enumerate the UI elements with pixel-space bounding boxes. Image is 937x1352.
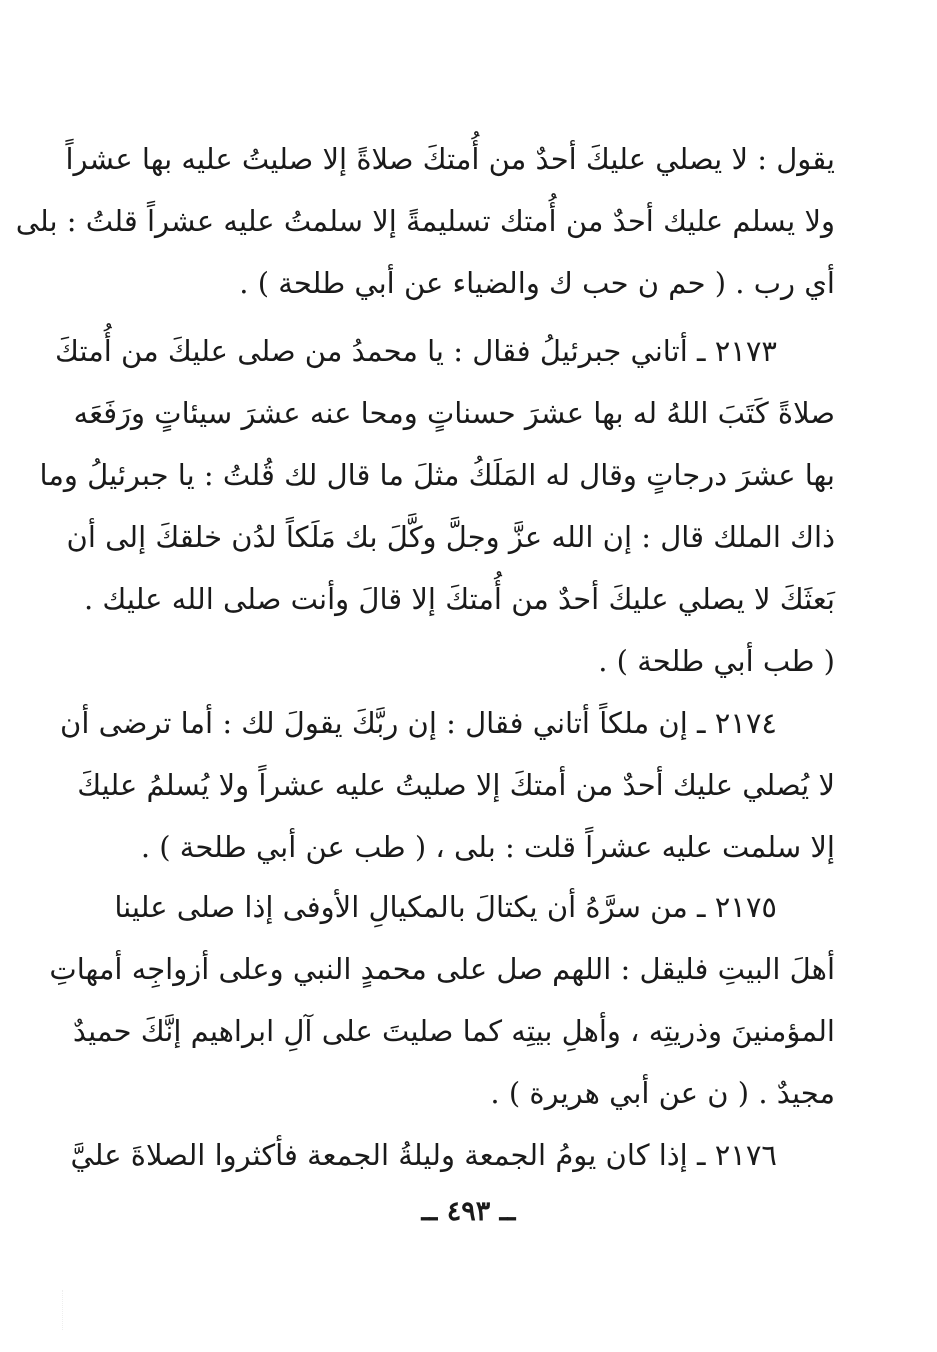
paragraph-2173	[39, 320, 835, 692]
text-line: ذاك الملك قال : إن الله عزَّ وجلَّ وكَّلَ بك مَلَكاً لدُن خلقكَ إلى أن	[66, 520, 835, 554]
paragraph-1	[15, 128, 835, 314]
paragraph-2175	[49, 876, 835, 1124]
text-line: المؤمنينَ وذريتِه ، وأهلِ بيتِه كما صليتَ على آلِ ابراهيم إنَّكَ حميدٌ	[72, 1014, 835, 1048]
text-line: يقول : لا يصلي عليكَ أحدٌ من أُمتكَ صلاةً إلا صليتُ عليه بها عشراً	[65, 142, 835, 176]
scan-artifact	[62, 1290, 93, 1330]
paragraph-2174	[60, 692, 835, 878]
text-line: ٢١٧٦ ـ إذا كان يومُ الجمعة وليلةُ الجمعة فأكثروا الصلاةَ عليَّ	[70, 1138, 777, 1172]
text-line: مجيدٌ . ( ن عن أبي هريرة ) .	[490, 1076, 835, 1110]
paragraph-2176	[70, 1124, 835, 1186]
text-line: إلا سلمت عليه عشراً قلت : بلى ، ( طب عن أبي طلحة ) .	[140, 830, 835, 864]
text-line: بها عشرَ درجاتٍ وقال له المَلَكُ مثلَ ما قال لك قُلتُ : يا جبرئيلُ وما	[39, 458, 835, 492]
page-number: ــ ٤٩٣ ــ	[421, 1196, 516, 1227]
text-line: لا يُصلي عليك أحدٌ من أمتكَ إلا صليتُ عليه عشراً ولا يُسلمُ عليكَ	[77, 768, 835, 802]
text-line: أي رب . ( حم ن حب ك والضياء عن أبي طلحة ) .	[239, 266, 835, 300]
text-line: ٢١٧٣ ـ أتاني جبرئيلُ فقال : يا محمدُ من صلى عليكَ من أُمتكَ	[55, 334, 777, 368]
text-line: بَعثَكَ لا يصلي عليكَ أحدٌ من أُمتكَ إلا قالَ وأنت صلى الله عليك .	[83, 582, 835, 616]
text-line: ٢١٧٤ ـ إن ملكاً أتاني فقال : إن ربَّكَ يقولَ لك : أما ترضى أن	[60, 706, 777, 740]
text-line: ولا يسلم عليك أحدٌ من أُمتك تسليمةً إلا سلمتُ عليه عشراً قلتُ : بلى	[15, 204, 835, 238]
text-line: أهلَ البيتِ فليقل : اللهم صل على محمدٍ النبي وعلى أزواجِه أمهاتِ	[49, 952, 835, 986]
text-line: ٢١٧٥ ـ من سرَّهُ أن يكتالَ بالمكيالِ الأوفى إذا صلى علينا	[114, 890, 777, 924]
text-line: ( طب أبي طلحة ) .	[598, 644, 835, 678]
text-line: صلاةً كَتَبَ اللهُ له بها عشرَ حسناتٍ ومحا عنه عشرَ سيئاتٍ ورَفَعَه	[73, 396, 835, 430]
